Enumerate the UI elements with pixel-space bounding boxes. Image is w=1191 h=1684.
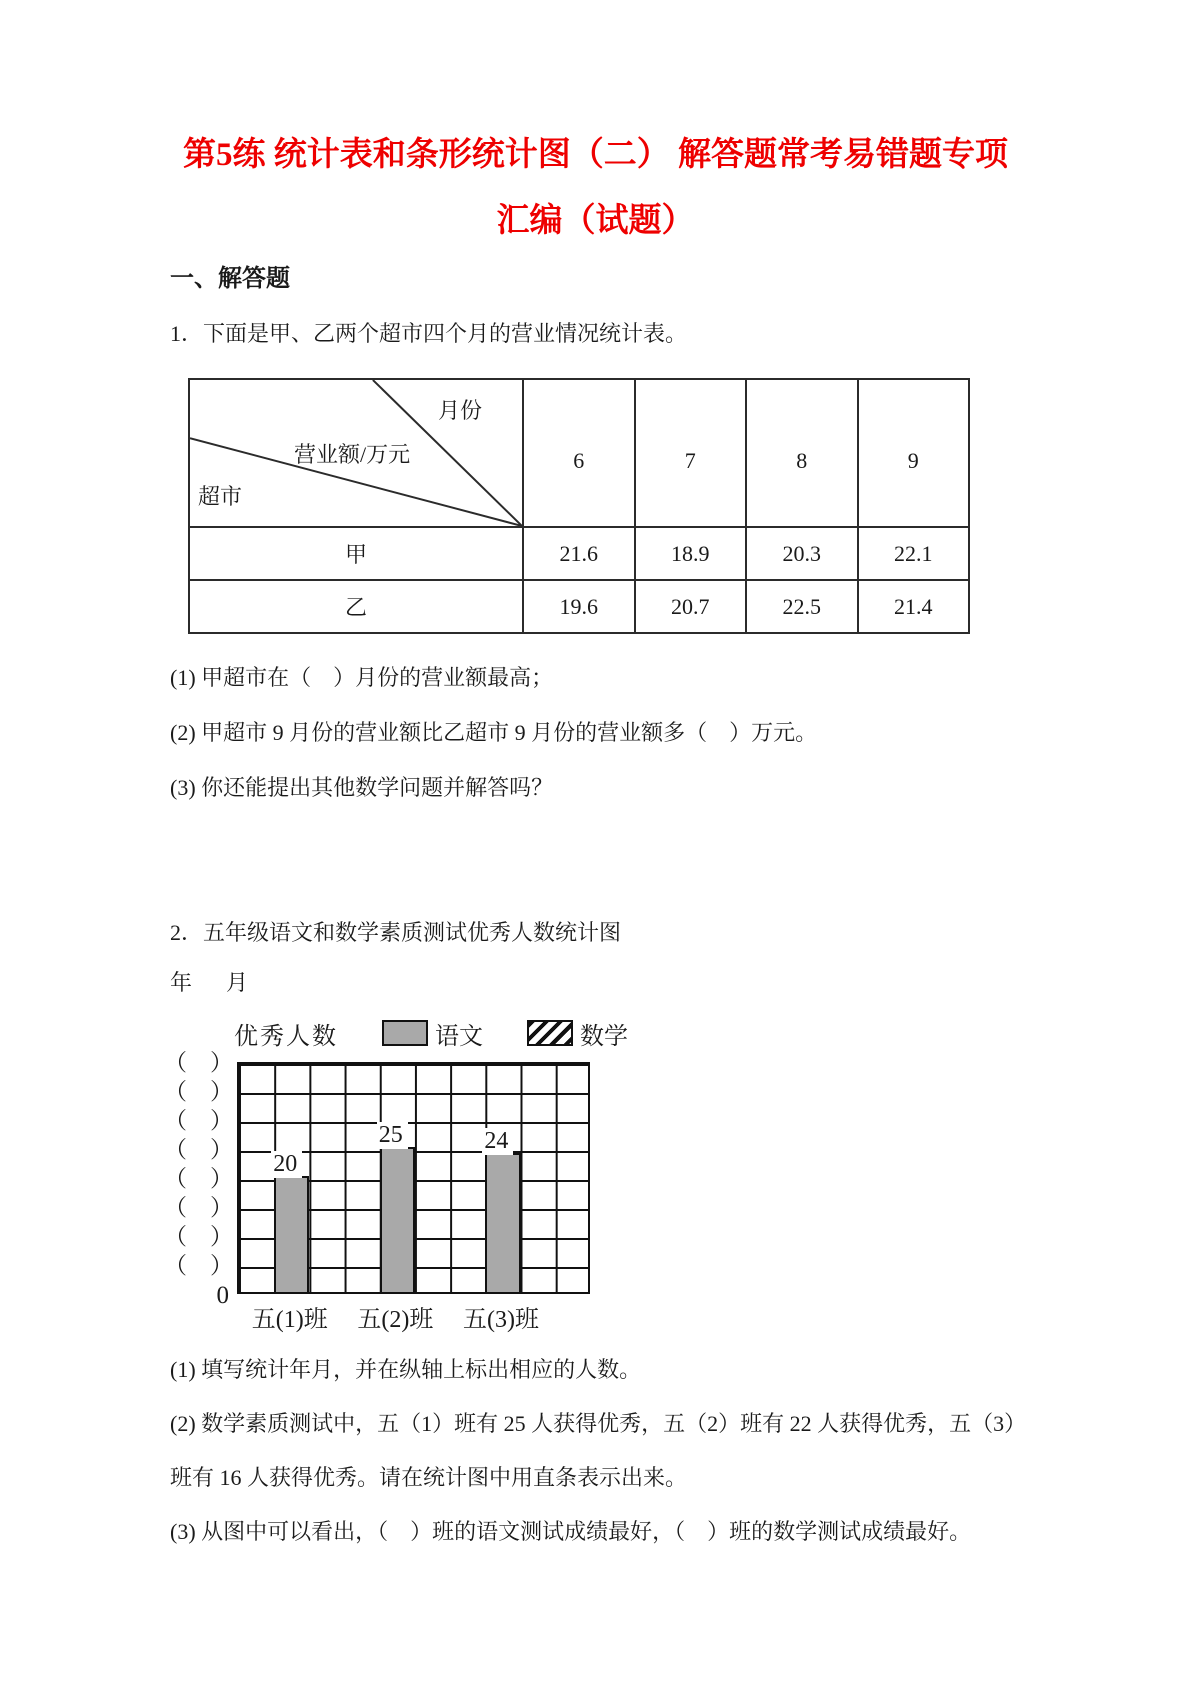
y-axis-blank-tick: （ ）	[164, 1107, 233, 1133]
table-row-supermarket-jia	[189, 527, 969, 580]
q2-date-blank-line: 年 月	[170, 970, 255, 995]
bar-class2-chinese	[378, 1122, 415, 1292]
title-line-1: 第5练 统计表和条形统计图（二） 解答题常考易错题专项	[183, 137, 1008, 173]
y-axis-blank-tick: （ ）	[164, 1078, 233, 1104]
bar-class3-chinese	[484, 1127, 520, 1292]
y-axis-blank-tick: （ ）	[164, 1049, 233, 1075]
month-header-cell: 7	[635, 379, 747, 527]
y-axis-blank-tick: （ ）	[164, 1252, 233, 1278]
row-name-cell: 甲	[189, 527, 523, 580]
q2-sub-question-2: (2) 数学素质测试中，五（1）班有 25 人获得优秀，五（2）班有 22 人获得优秀，五（3）班有 16 人获得优秀。请在统计图中用直条表示出来。	[170, 1411, 1016, 1490]
y-axis-blank-ticks	[164, 1049, 237, 1309]
y-axis-blank-tick: （ ）	[164, 1165, 233, 1191]
bar-value-label: 20	[271, 1151, 302, 1178]
section-heading: 一、解答题	[170, 266, 290, 292]
bar-class1-chinese	[273, 1151, 309, 1292]
q1-sub-question-1: (1) 甲超市在（ ）月份的营业额最高；	[170, 665, 554, 690]
value-cell: 19.6	[523, 580, 635, 633]
legend-solid-swatch-icon	[382, 1020, 428, 1046]
question-2-stem: 2．五年级语文和数学素质测试优秀人数统计图	[170, 920, 622, 945]
corner-supermarket-label: 超市	[198, 484, 243, 509]
legend-label-chinese: 语文	[435, 1023, 483, 1050]
origin-zero-label: 0	[216, 1282, 229, 1309]
bar-chart	[164, 1017, 1021, 1333]
value-cell: 22.5	[746, 580, 858, 633]
y-axis-blank-tick: （ ）	[164, 1136, 233, 1162]
y-axis-label: 优秀人数	[234, 1023, 338, 1050]
x-axis-labels	[237, 1299, 590, 1331]
question-1-stem: 1．下面是甲、乙两个超市四个月的营业情况统计表。	[170, 321, 688, 346]
legend-item-chinese	[382, 1016, 483, 1051]
q2-sub-questions	[170, 1343, 1021, 1559]
value-cell: 20.7	[635, 580, 747, 633]
row-name-cell: 乙	[189, 580, 523, 633]
table-corner-cell	[189, 379, 523, 527]
q2-sub-question-1: (1) 填写统计年月，并在纵轴上标出相应的人数。	[170, 1357, 642, 1382]
y-axis-blank-tick: （ ）	[164, 1194, 233, 1220]
title-line-2: 汇编（试题）	[496, 203, 695, 239]
month-header-cell: 6	[523, 379, 635, 527]
bar-value-label: 24	[482, 1128, 513, 1155]
corner-amount-label: 营业额/万元	[294, 442, 411, 467]
x-axis-label-class2: 五(2)班	[357, 1307, 434, 1333]
value-cell: 22.1	[858, 527, 970, 580]
chart-header	[170, 1017, 1021, 1049]
x-axis-label-class1: 五(1)班	[251, 1307, 328, 1333]
corner-month-label: 月份	[438, 398, 483, 423]
value-cell: 21.6	[523, 527, 635, 580]
chart-body	[164, 1049, 1021, 1309]
q1-statistics-table	[188, 378, 970, 634]
table-header-row	[189, 379, 969, 527]
q1-sub-question-2: (2) 甲超市 9 月份的营业额比乙超市 9 月份的营业额多（ ）万元。	[170, 720, 818, 745]
q2-sub-question-3: (3) 从图中可以看出，（ ）班的语文测试成绩最好，（ ）班的数学测试成绩最好。	[170, 1519, 972, 1544]
month-header-cell: 8	[746, 379, 858, 527]
value-cell: 18.9	[635, 527, 747, 580]
bar-value-label: 25	[377, 1122, 408, 1149]
worksheet-title	[170, 0, 1021, 242]
value-cell: 20.3	[746, 527, 858, 580]
value-cell: 21.4	[858, 580, 970, 633]
q1-sub-question-3: (3) 你还能提出其他数学问题并解答吗？	[170, 775, 554, 800]
x-axis-label-class3: 五(3)班	[463, 1307, 539, 1333]
month-header-cell: 9	[858, 379, 970, 527]
legend-hatched-swatch-icon	[527, 1020, 573, 1046]
legend-label-math: 数学	[580, 1023, 628, 1050]
chart-grid	[237, 1062, 590, 1294]
q1-sub-questions	[170, 650, 1021, 815]
y-axis-blank-tick: （ ）	[164, 1223, 233, 1249]
table-row-supermarket-yi	[189, 580, 969, 633]
legend-item-math	[527, 1016, 628, 1051]
